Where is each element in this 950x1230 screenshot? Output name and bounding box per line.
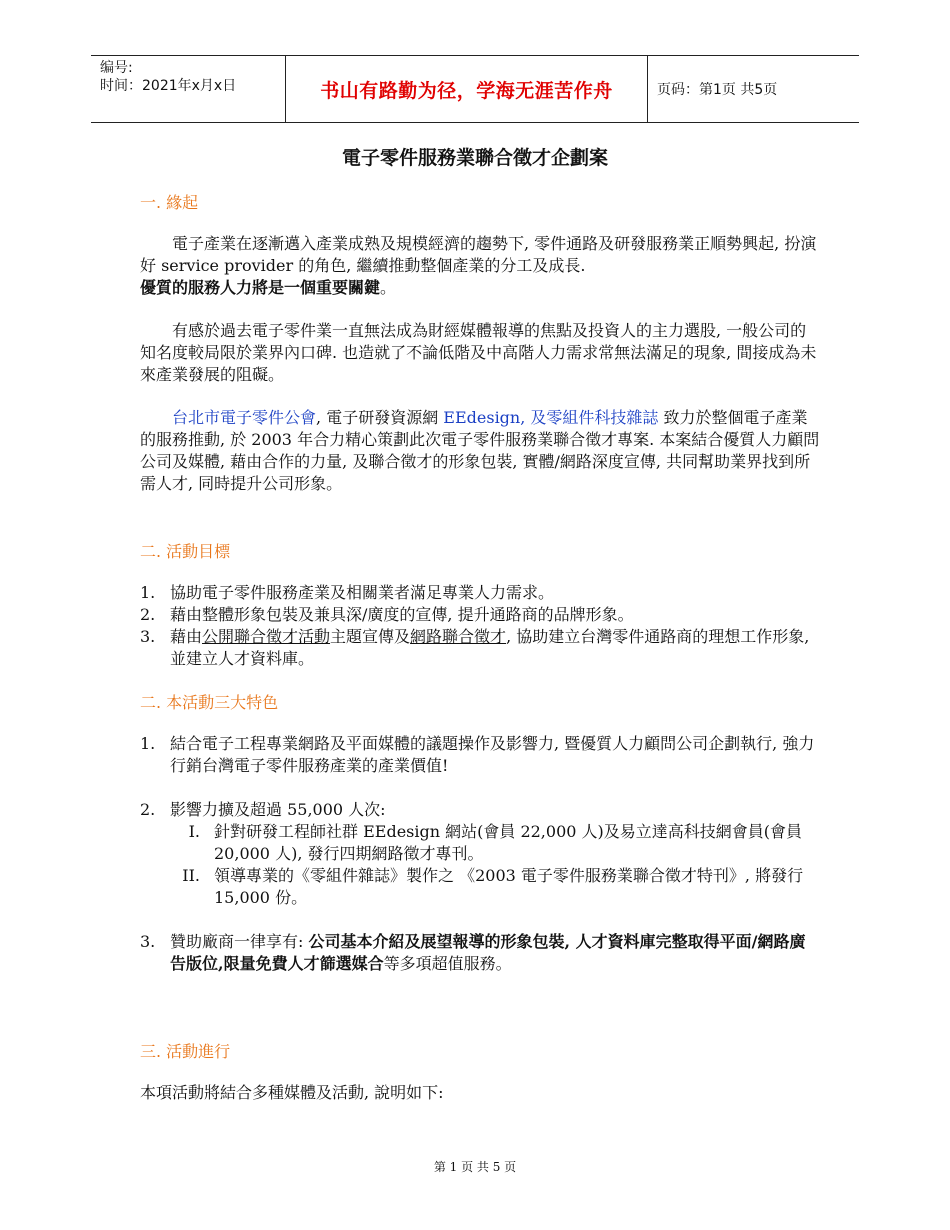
header-motto: 书山有路勤为径，学海无涯苦作舟 — [286, 56, 648, 122]
sub-list-number: I. — [188, 822, 200, 841]
intro-paragraph-2: 有感於過去電子零件業一直無法成為財經媒體報導的焦點及投資人的主力選股, 一般公司的知名度較局限於業界內口碑. 也造就了不論低階及中高階人力需求常無法滿足的現象, 間接成為未來產業發展的阻礙。 — [140, 321, 817, 384]
list-number: 1. — [140, 734, 156, 753]
section-heading-origin: 一. 緣起 — [140, 193, 199, 212]
list-text — [170, 931, 820, 975]
f3-bold: 公司基本介紹及展望報導的形象包裝, 人才資料庫完整取得平面/網路廣告版位,限量免費人才篩選媒合 — [170, 932, 806, 973]
list-text: 藉由整體形象包裝及兼具深/廣度的宣傳, 提升通路商的品牌形象。 — [170, 605, 634, 624]
goal3-underline-2: 網路聯合徵才 — [410, 627, 507, 646]
sub-list-text: 領導專業的《零組件雜誌》製作之 《2003 電子零件服務業聯合徵才特刊》, 將發行 15,000 份。 — [214, 866, 804, 907]
intro-p1-end: 。 — [380, 278, 397, 297]
intro-paragraph-1 — [140, 233, 820, 299]
goal3-underline-1: 公開聯合徵才活動 — [202, 627, 331, 646]
eedesign-link-text: EEdesign, 及零組件科技雜誌 — [443, 408, 659, 427]
f3-a: 贊助廠商一律享有: — [170, 932, 309, 951]
list-item — [140, 799, 820, 821]
list-item — [140, 604, 820, 626]
intro-p3-rest: 致力於整個電子產業的服務推動, 於 2003 年合力精心策劃此次電子零件服務業聯合徵才專案. 本案結合優質人力顧問公司及媒體, 藉由合作的力量, 及聯合徵才的形象包裝, 實體/網路深度宣傳, 共同幫助業界找到所需人才, 同時提升公司形象。 — [140, 408, 820, 493]
section-heading-goals: 二. 活動目標 — [140, 542, 231, 561]
activity-intro: 本項活動將結合多種媒體及活動, 說明如下: — [140, 1083, 444, 1102]
section-heading-activity: 三. 活動進行 — [140, 1042, 231, 1061]
list-number: 2. — [140, 605, 156, 624]
sub-list-number: II. — [182, 866, 200, 885]
time-label: 时间：2021年x月x日 — [100, 78, 237, 94]
association-link-text: 台北市電子零件公會 — [172, 408, 317, 427]
page-header — [91, 55, 859, 123]
goal3-b: 主題宣傳及 — [330, 627, 411, 646]
page-footer: 第 1 页 共 5 页 — [433, 1160, 517, 1174]
list-item — [140, 931, 820, 975]
header-meta — [91, 56, 286, 122]
sub-list-text: 針對研發工程師社群 EEdesign 網站(會員 22,000 人)及易立達高科技網會員(會員 20,000 人), 發行四期網路徵才專刊。 — [214, 822, 803, 863]
list-number: 3. — [140, 932, 156, 951]
list-text: 結合電子工程專業網路及平面媒體的議題操作及影響力, 暨優質人力顧問公司企劃執行, 強力行銷台灣電子零件服務產業的產業價值! — [170, 734, 815, 775]
features-list — [140, 733, 820, 975]
list-item — [140, 582, 820, 604]
intro-paragraph-3 — [140, 407, 820, 495]
number-label: 编号: — [100, 60, 133, 76]
list-item — [140, 626, 820, 670]
list-item — [140, 733, 820, 777]
list-text — [170, 626, 820, 670]
intro-p1-bold: 優質的服務人力將是一個重要關鍵 — [140, 278, 381, 297]
intro-p3-mid: , 電子研發資源網 — [316, 408, 444, 427]
list-text: 協助電子零件服務產業及相關業者滿足專業人力需求。 — [170, 583, 555, 602]
goals-list — [140, 582, 820, 670]
header-page-label: 页码：第1页 共5页 — [657, 82, 778, 98]
list-text: 影響力擴及超過 55,000 人次: — [170, 800, 386, 819]
intro-p1-text: 電子產業在逐漸邁入產業成熟及規模經濟的趨勢下, 零件通路及研發服務業正順勢興起, 扮演好 service provider 的角色, 繼續推動整個產業的分工及成長. — [140, 234, 817, 275]
list-number: 3. — [140, 627, 156, 646]
section-heading-features: 二. 本活動三大特色 — [140, 693, 279, 712]
goal3-a: 藉由 — [170, 627, 203, 646]
list-number: 2. — [140, 800, 156, 819]
f3-end: 等多項超值服務。 — [383, 954, 512, 973]
sub-list-item — [170, 865, 820, 909]
sub-list-item — [170, 821, 820, 865]
document-title: 電子零件服務業聯合徵才企劃案 — [341, 147, 608, 169]
list-number: 1. — [140, 583, 156, 602]
goal3-c: , 協助建立台灣零件通路商的理想工作形象, 並建立人才資料庫。 — [170, 627, 810, 668]
